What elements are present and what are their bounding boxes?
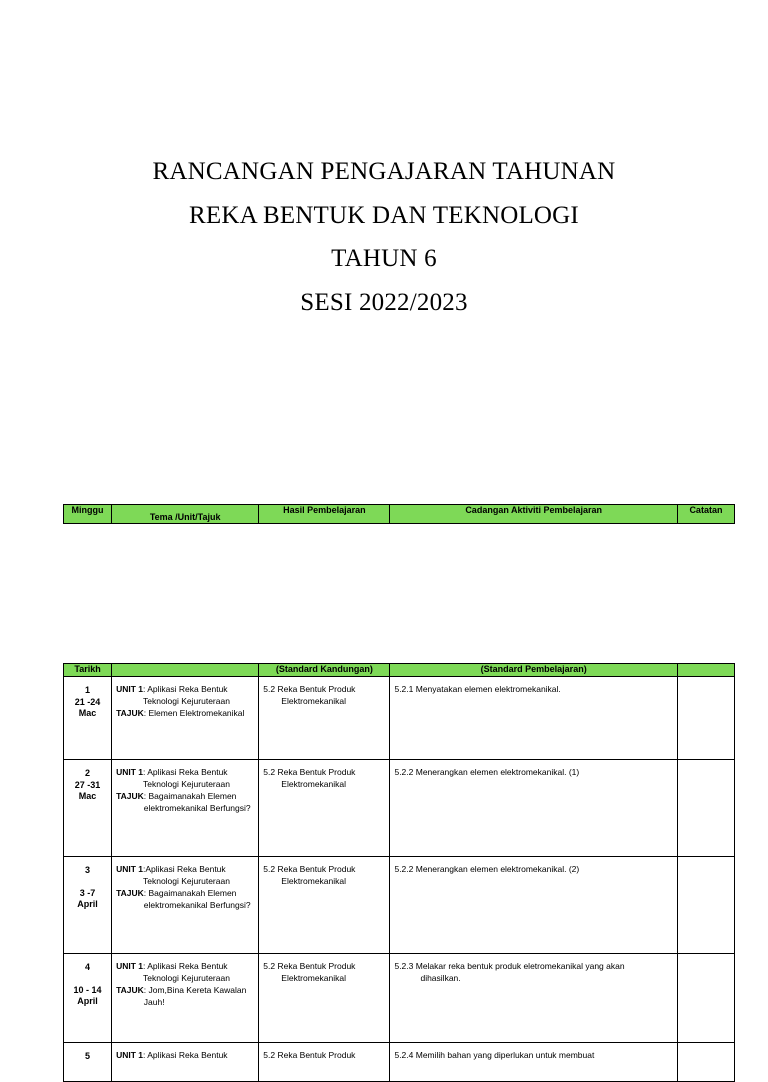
standard-pembelajaran-cell: [390, 677, 677, 760]
sp-line-2: dihasilkan.: [420, 973, 461, 983]
week-number: 5: [85, 1051, 91, 1061]
week-month: April: [77, 996, 98, 1006]
tajuk-text: : Bagaimanakah Elemen elektromekanikal Berfungsi?: [143, 888, 251, 910]
unit-cell: [112, 1043, 259, 1082]
header-standard-kandungan: (Standard Kandungan): [259, 664, 390, 677]
title-line-4: SESI 2022/2023: [300, 288, 468, 316]
unit-label: UNIT 1: [116, 864, 143, 874]
standard-kandungan-cell: [259, 677, 390, 760]
header-row: [64, 505, 735, 524]
standard-kandungan-cell: [259, 760, 390, 857]
unit-cell: [112, 954, 259, 1043]
sp-line-1: 5.2.4 Memilih bahan yang diperlukan untuk membuat: [394, 1050, 595, 1060]
standard-pembelajaran-cell: [390, 954, 677, 1043]
table-row: [64, 1043, 735, 1082]
unit-text: : Aplikasi Reka Bentuk Teknologi Kejuruteraan: [142, 961, 230, 983]
sk-line-2: Elektromekanikal: [281, 876, 347, 886]
sk-line-2: Elektromekanikal: [281, 973, 347, 983]
tajuk-label: TAJUK: [116, 791, 144, 801]
unit-cell: [112, 760, 259, 857]
sp-line-1: 5.2.3 Melakar reka bentuk produk eletromekanikal yang akan: [394, 961, 625, 971]
sp-line-1: 5.2.2 Menerangkan elemen elektromekanikal. (2): [394, 864, 580, 874]
sk-line-1: 5.2 Reka Bentuk Produk: [263, 684, 356, 694]
week-cell: [64, 677, 112, 760]
unit-text: : Aplikasi Reka Bentuk: [142, 1050, 228, 1060]
header-catatan-blank: [677, 664, 734, 677]
sk-line-1: 5.2 Reka Bentuk Produk: [263, 767, 356, 777]
title-line-3: TAHUN 6: [331, 245, 437, 272]
unit-label: UNIT 1: [116, 1050, 143, 1060]
sk-line-1: 5.2 Reka Bentuk Produk: [263, 1050, 356, 1060]
column-header-table: [63, 504, 735, 524]
header-tarikh: Tarikh: [64, 664, 112, 677]
unit-label: UNIT 1: [116, 961, 143, 971]
catatan-cell: [677, 760, 734, 857]
sp-line-1: 5.2.2 Menerangkan elemen elektromekanikal. (1): [394, 767, 580, 777]
unit-label: UNIT 1: [116, 767, 143, 777]
tajuk-text: : Elemen Elektromekanikal: [143, 708, 245, 718]
week-cell: [64, 954, 112, 1043]
unit-text: :Aplikasi Reka Bentuk Teknologi Kejuruteraan: [142, 864, 230, 886]
sk-line-1: 5.2 Reka Bentuk Produk: [263, 961, 356, 971]
tajuk-text: : Bagaimanakah Elemen elektromekanikal Berfungsi?: [143, 791, 251, 813]
sk-line-1: 5.2 Reka Bentuk Produk: [263, 864, 356, 874]
standard-kandungan-cell: [259, 1043, 390, 1082]
week-month: April: [77, 899, 98, 909]
title-line-2: REKA BENTUK DAN TEKNOLOGI: [189, 201, 579, 229]
sk-line-2: Elektromekanikal: [281, 696, 347, 706]
table-row: [64, 954, 735, 1043]
standard-kandungan-cell: [259, 857, 390, 954]
table-row: [64, 857, 735, 954]
week-month: Mac: [78, 708, 97, 718]
unit-text: : Aplikasi Reka Bentuk Teknologi Kejuruteraan: [142, 684, 230, 706]
header-catatan: Catatan: [677, 505, 734, 524]
tajuk-label: TAJUK: [116, 888, 144, 898]
week-month: Mac: [78, 791, 97, 801]
tajuk-label: TAJUK: [116, 985, 144, 995]
tajuk-text: : Jom,Bina Kereta Kawalan Jauh!: [143, 985, 247, 1007]
tajuk-label: TAJUK: [116, 708, 144, 718]
title-line-1: RANCANGAN PENGAJARAN TAHUNAN: [152, 158, 616, 185]
table-row: [64, 677, 735, 760]
catatan-cell: [677, 1043, 734, 1082]
header-minggu: Minggu: [64, 505, 112, 524]
header-standard-pembelajaran: (Standard Pembelajaran): [390, 664, 677, 677]
table-row: [64, 760, 735, 857]
lesson-plan-table: [63, 663, 735, 1082]
week-number: 4: [85, 962, 91, 972]
sp-line-1: 5.2.1 Menyatakan elemen elektromekanikal.: [394, 684, 561, 694]
sk-line-2: Elektromekanikal: [281, 779, 347, 789]
week-cell: [64, 760, 112, 857]
week-date: 27 -31: [74, 779, 101, 790]
week-date: 10 - 14: [73, 984, 102, 995]
week-date: 21 -24: [74, 696, 101, 707]
unit-text: : Aplikasi Reka Bentuk Teknologi Kejuruteraan: [142, 767, 230, 789]
header-tema: Tema /Unit/Tajuk: [112, 505, 259, 524]
document-title-block: [0, 150, 768, 324]
unit-cell: [112, 857, 259, 954]
week-cell: [64, 1043, 112, 1082]
standard-pembelajaran-cell: [390, 760, 677, 857]
week-cell: [64, 857, 112, 954]
catatan-cell: [677, 677, 734, 760]
header-cadangan: Cadangan Aktiviti Pembelajaran: [390, 505, 677, 524]
standard-pembelajaran-cell: [390, 857, 677, 954]
header-blank: [112, 664, 259, 677]
week-number: 3: [85, 865, 91, 875]
unit-cell: [112, 677, 259, 760]
standard-pembelajaran-cell: [390, 1043, 677, 1082]
catatan-cell: [677, 954, 734, 1043]
unit-label: UNIT 1: [116, 684, 143, 694]
week-date: 3 -7: [79, 887, 96, 898]
week-number: 1: [85, 685, 91, 695]
catatan-cell: [677, 857, 734, 954]
subheader-row: [64, 664, 735, 677]
week-number: 2: [85, 768, 91, 778]
header-hasil: Hasil Pembelajaran: [259, 505, 390, 524]
standard-kandungan-cell: [259, 954, 390, 1043]
